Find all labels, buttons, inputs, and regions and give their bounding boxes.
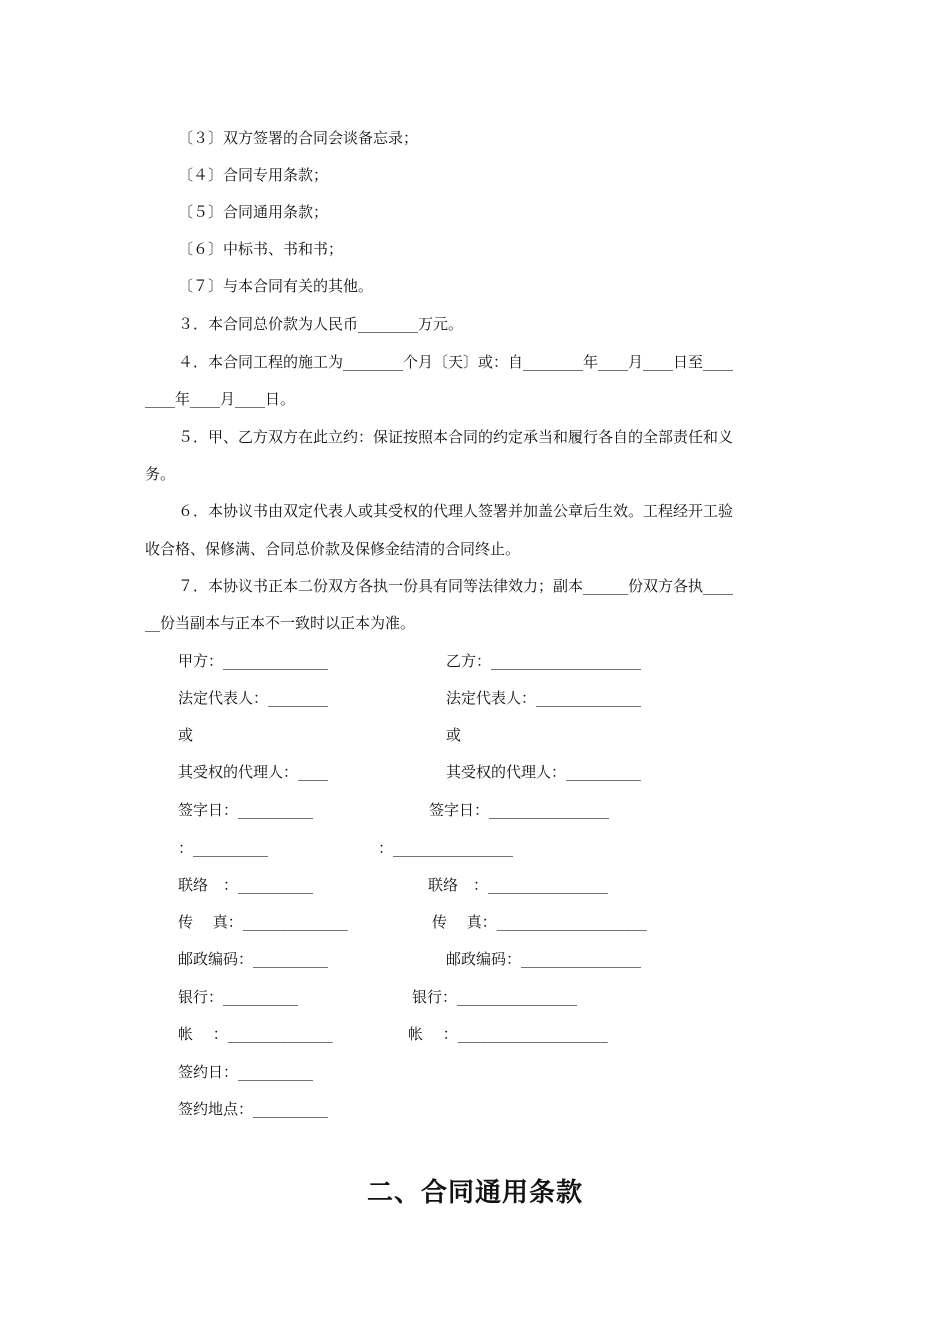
section-title: 二、合同通用条款 — [366, 1178, 583, 1208]
party-b-account-field: 帐 ：____________________ — [408, 1025, 608, 1043]
party-b-bank-field: 银行：________________ — [412, 988, 578, 1006]
party-b-rep-field: 法定代表人：______________ — [446, 689, 642, 707]
party-b-contact-field: 联络 ：________________ — [428, 876, 609, 894]
clause-5-line2: 务。 — [145, 465, 176, 483]
party-a-rep-field: 法定代表人：________ — [178, 689, 329, 707]
party-a-agent-field: 其受权的代理人：____ — [178, 763, 329, 781]
party-a-or: 或 — [178, 726, 194, 744]
party-b-address-field: ：________________ — [378, 839, 514, 857]
clause-4-line2: ____年____月____日。 — [145, 390, 296, 408]
list-item: 〔７〕与本合同有关的其他。 — [178, 277, 374, 295]
clause-5-line1: ５．甲、乙方双方在此立约：保证按照本合同的约定承当和履行各自的全部责任和义 — [178, 428, 734, 446]
party-a-address-field: ：__________ — [178, 839, 269, 857]
party-a-fax-field: 传 真：______________ — [178, 913, 348, 931]
party-b-date-field: 签字日：________________ — [429, 801, 610, 819]
party-b-postcode-field: 邮政编码：________________ — [446, 950, 642, 968]
party-b-agent-field: 其受权的代理人：__________ — [446, 763, 642, 781]
list-item: 〔５〕合同通用条款； — [178, 203, 329, 221]
clause-7-line1: ７．本协议书正本二份双方各执一份具有同等法律效力；副本______份双方各执____ — [178, 577, 734, 595]
party-b-or: 或 — [446, 726, 462, 744]
clause-6-line1: ６．本协议书由双定代表人或其受权的代理人签署并加盖公章后生效。工程经开工验 — [178, 502, 734, 520]
sign-place-field: 签约地点：__________ — [178, 1100, 329, 1118]
sign-date-field: 签约日：__________ — [178, 1063, 314, 1081]
list-item: 〔６〕中标书、书和书； — [178, 240, 344, 258]
clause-7-line2: __份当副本与正本不一致时以正本为准。 — [145, 614, 416, 632]
party-b-fax-field: 传 真：____________________ — [432, 913, 647, 931]
party-b-field: 乙方：____________________ — [446, 652, 642, 670]
clause-3: ３．本合同总价款为人民币________万元。 — [178, 315, 464, 333]
party-a-account-field: 帐 ：______________ — [178, 1025, 333, 1043]
clause-4-line1: ４．本合同工程的施工为________个月〔天〕或：自________年____月____日至____ — [178, 353, 734, 371]
list-item: 〔４〕合同专用条款； — [178, 166, 329, 184]
party-a-postcode-field: 邮政编码：__________ — [178, 950, 329, 968]
list-item: 〔３〕双方签署的合同会谈备忘录； — [178, 129, 419, 147]
party-a-bank-field: 银行：__________ — [178, 988, 299, 1006]
party-a-date-field: 签字日：__________ — [178, 801, 314, 819]
clause-6-line2: 收合格、保修满、合同总价款及保修金结清的合同终止。 — [145, 540, 521, 558]
party-a-contact-field: 联络 ：__________ — [178, 876, 314, 894]
party-a-field: 甲方：______________ — [178, 652, 329, 670]
